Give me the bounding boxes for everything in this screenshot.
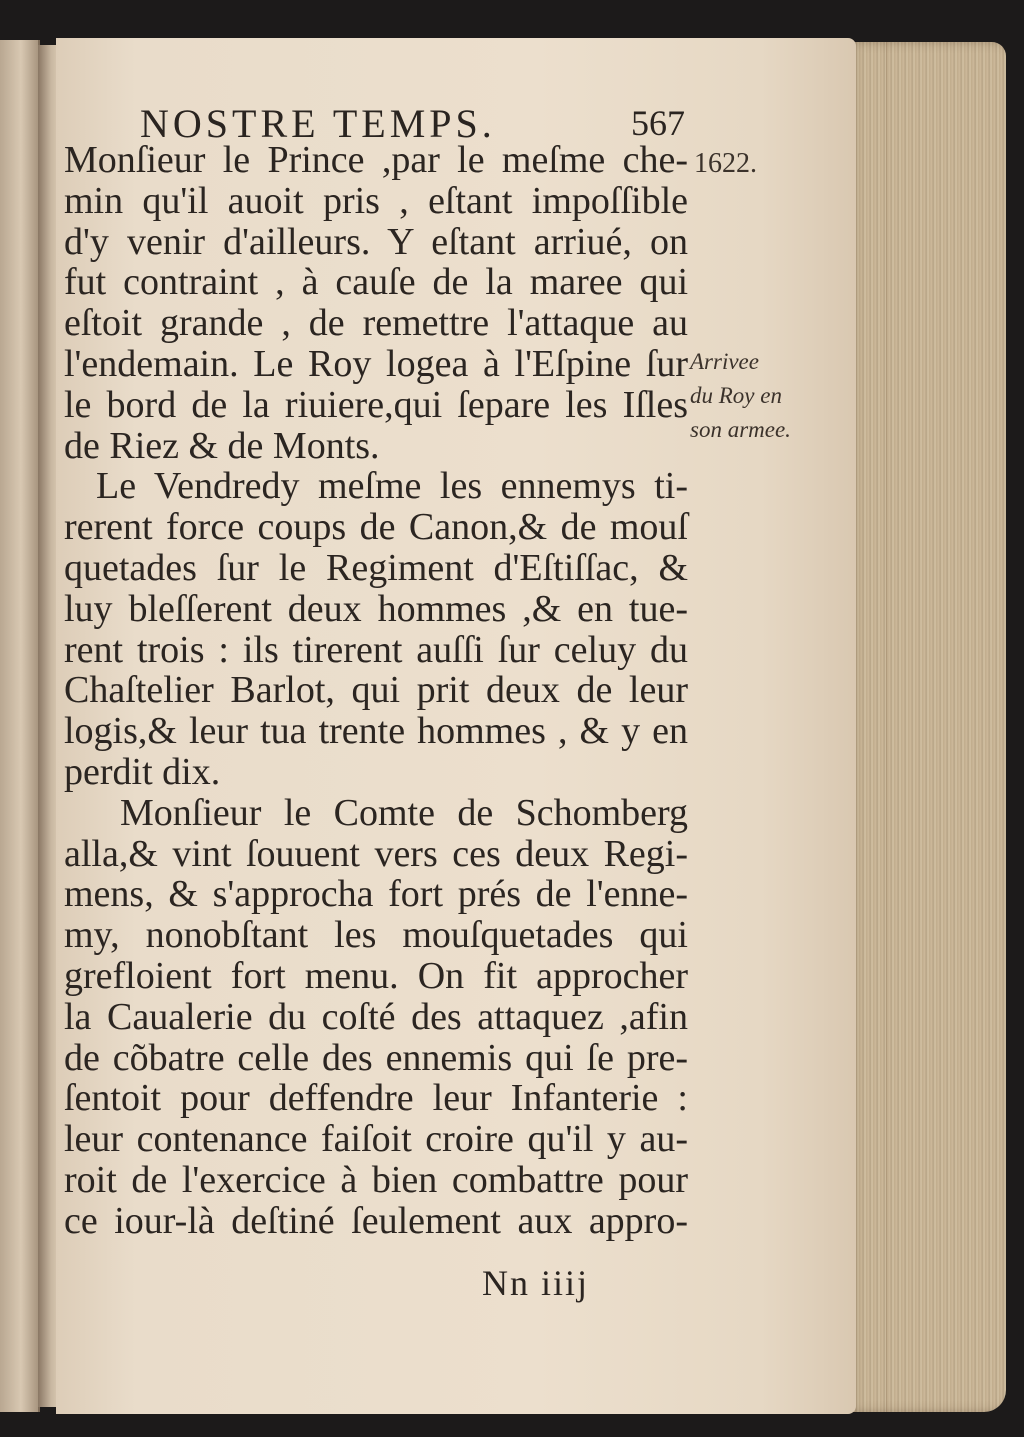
text-line: my, nonobſtant les mouſquetades qui: [64, 914, 688, 957]
text-line: d'y venir d'ailleurs. Y eſtant arriué, on: [64, 220, 688, 263]
margin-note-line: son armee.: [690, 417, 791, 442]
text-line: ce iour-là deſtiné ſeulement aux appro-: [64, 1199, 688, 1242]
margin-year: 1622.: [694, 148, 757, 179]
text-line: l'endemain. Le Roy logea à l'Eſpine ſur: [64, 342, 688, 385]
running-head: NOSTRE TEMPS.: [140, 101, 496, 146]
body-text: [64, 140, 688, 1242]
page-block-edges: [846, 42, 1006, 1412]
text-line: perdit dix.: [64, 750, 221, 793]
text-line: Monſieur le Comte de Schomberg: [120, 791, 688, 834]
margin-note: [690, 345, 840, 447]
text-line: grefloient fort menu. On fit approcher: [64, 954, 688, 997]
text-line: rerent force coups de Canon,& de mouſ: [64, 506, 688, 549]
text-line: fut contraint , à cauſe de la maree qui: [64, 261, 688, 304]
text-line: alla,& vint ſouuent vers ces deux Regi-: [64, 832, 688, 875]
text-line: leur contenance faiſoit croire qu'il y au-: [64, 1118, 688, 1161]
text-line: eſtoit grande , de remettre l'attaque au: [64, 302, 688, 345]
text-line: Le Vendredy meſme les ennemys ti-: [96, 465, 688, 508]
text-line: de cõbatre celle des ennemis qui ſe pre-: [64, 1036, 688, 1079]
text-line: rent trois : ils tirerent auſſi ſur celuy du: [64, 628, 688, 671]
text-line: de Riez & de Monts.: [64, 424, 380, 467]
text-line: luy bleſſerent deux hommes ,& en tue-: [64, 587, 688, 630]
margin-note-line: Arrivee: [690, 349, 759, 374]
margin-note-line: du Roy en: [690, 383, 782, 408]
text-line: min qu'il auoit pris , eſtant impoſſible: [64, 179, 688, 222]
left-page-edge: [0, 40, 40, 1412]
text-line: ſentoit pour deffendre leur Infanterie :: [64, 1077, 688, 1120]
text-line: Monſieur le Prince ,par le meſme che-: [64, 139, 688, 181]
text-line: quetades ſur le Regiment d'Eſtiſſac, &: [64, 546, 688, 589]
text-line: roit de l'exercice à bien combattre pour: [64, 1158, 688, 1201]
text-line: la Caualerie du coſté des attaquez ,afin: [64, 995, 688, 1038]
signature-mark: Nn iiij: [482, 1263, 590, 1303]
text-line: le bord de la riuiere,qui ſepare les Iſles: [64, 383, 688, 426]
text-line: mens, & s'approcha fort prés de l'enne-: [64, 873, 688, 916]
text-line: Chaſtelier Barlot, qui prit deux de leur: [64, 669, 688, 712]
page-number: 567: [631, 103, 685, 143]
text-line: logis,& leur tua trente hommes , & y en: [64, 710, 688, 753]
